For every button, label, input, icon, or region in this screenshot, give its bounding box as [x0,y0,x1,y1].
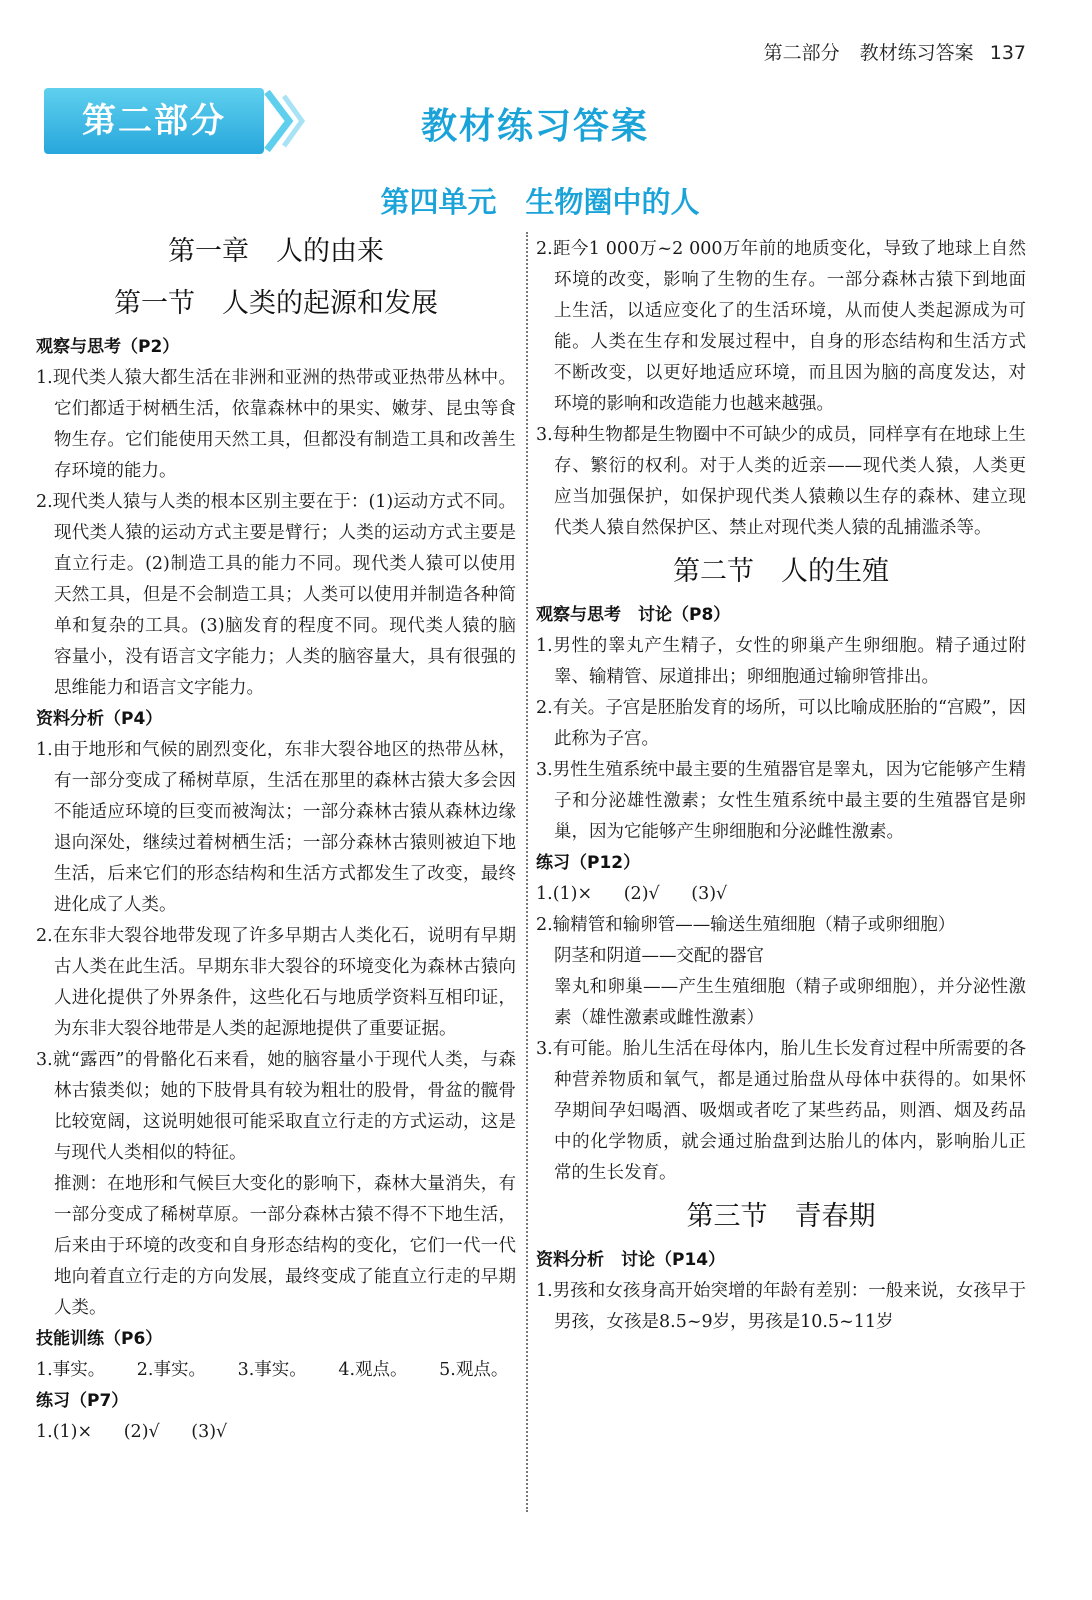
answer-item: 2.距今1 000万~2 000万年前的地质变化，导致了地球上自然环境的改变，影响了生物的生存。一部分森林古猿下到地面上生活，以适应变化了的生活环境，从而使人类起源成为可能。人类在生存和发展过程中，自身的形态结构和生活方式不断改变，以更好地适应环境，而且因为脑的高度发达，对环境的影响和改造能力也越来越强。 [536,239,1026,414]
skill-answers [36,1355,516,1386]
part-title: 教材练习答案 [420,106,649,147]
answer-item: 1.(1)× [536,884,593,904]
answer-item: 2.事实。 [136,1360,206,1380]
section-title: 第二节 人的生殖 [673,556,889,587]
answer-item: 1.事实。 [36,1360,106,1380]
exercise-label: 技能训练（P6） [36,1329,163,1349]
running-head [750,38,1026,65]
exercise-label: 练习（P7） [36,1391,129,1411]
running-head-section: 教材练习答案 [859,42,974,64]
answer-item: 3.每种生物都是生物圈中不可缺少的成员，同样享有在地球上生存、繁衍的权利。对于人类的近亲——现代类人猿，人类更应当加强保护，如保护现代类人猿赖以生存的森林、建立现代类人猿自然保护区、禁止对现代类人猿的乱捕滥杀等。 [536,425,1026,538]
right-column [536,234,1026,1338]
answer-item: 1.由于地形和气候的剧烈变化，东非大裂谷地区的热带丛林，有一部分变成了稀树草原，生活在那里的森林古猿大多会因不能适应环境的巨变而被淘汰；一部分森林古猿从森林边缘退向深处，继续过着树栖生活；一部分森林古猿则被迫下地生活，后来它们的形态结构和生活方式都发生了改变，最终进化成了人类。 [36,740,516,915]
unit-title: 第四单元 生物圈中的人 [380,185,700,219]
answer-item: (3)√ [191,1422,228,1442]
section-title: 第三节 青春期 [686,1201,876,1232]
answer-item: 3.男性生殖系统中最主要的生殖器官是睾丸，因为它能够产生精子和分泌雄性激素；女性生殖系统中最主要的生殖器官是卵巢，因为它能够产生卵细胞和分泌雌性激素。 [536,760,1026,842]
practice-answers [36,1417,516,1448]
answer-item: 3.事实。 [237,1360,307,1380]
left-column [36,228,516,1448]
exercise-label: 资料分析 讨论（P14） [536,1250,726,1270]
answer-item: 1.男孩和女孩身高开始突增的年龄有差别：一般来说，女孩早于男孩，女孩是8.5~9岁，男孩是10.5~11岁 [536,1281,1026,1332]
answer-item: 5.观点。 [439,1360,509,1380]
answer-item: 1.男性的睾丸产生精子，女性的卵巢产生卵细胞。精子通过附睾、输精管、尿道排出；卵细胞通过输卵管排出。 [536,636,1026,687]
answer-item: 阴茎和阴道——交配的器官 [554,946,764,966]
running-head-part: 第二部分 [763,42,840,64]
exercise-label: 练习（P12） [536,853,641,873]
answer-item: 2.在东非大裂谷地带发现了许多早期古人类化石，说明有早期古人类在此生活。早期东非大裂谷的环境变化为森林古猿向人进化提供了外界条件，这些化石与地质学资料互相印证，为东非大裂谷地带是人类的起源地提供了重要证据。 [36,926,516,1039]
chapter-title: 第一章 人的由来 [168,236,384,267]
exercise-label: 资料分析（P4） [36,709,163,729]
practice-answers [536,879,1026,910]
answer-item: 睾丸和卵巢——产生生殖细胞（精子或卵细胞），并分泌性激素（雄性激素或雌性激素） [554,977,1026,1028]
part-banner [44,88,299,154]
answer-item: 4.观点。 [338,1360,408,1380]
answer-item: 3.就“露西”的骨骼化石来看，她的脑容量小于现代人类，与森林古猿类似；她的下肢骨具有较为粗壮的股骨，骨盆的髋骨比较宽阔，这说明她很可能采取直立行走的方式运动，这是与现代人类相似的特征。 [36,1050,516,1163]
exercise-label: 观察与思考（P2） [36,337,180,357]
page-number: 137 [989,42,1026,64]
answer-item: (2)√ [623,884,660,904]
column-divider [526,232,528,1512]
answer-item: (3)√ [691,884,728,904]
answer-item: 1.现代类人猿大都生活在非洲和亚洲的热带或亚热带丛林中。它们都适于树栖生活，依靠森林中的果实、嫩芽、昆虫等食物生存。它们能使用天然工具，但都没有制造工具和改善生存环境的能力。 [36,368,516,481]
part-banner-label: 第二部分 [82,101,226,141]
exercise-label: 观察与思考 讨论（P8） [536,605,731,625]
section-title: 第一节 人类的起源和发展 [114,288,438,319]
answer-item: 2.现代类人猿与人类的根本区别主要在于：(1)运动方式不同。现代类人猿的运动方式主要是臂行；人类的运动方式主要是直立行走。(2)制造工具的能力不同。现代类人猿可以使用天然工具，但是不会制造工具；人类可以使用并制造各种简单和复杂的工具。(3)脑发育的程度不同。现代类人猿的脑容量小，没有语言文字能力；人类的脑容量大，具有很强的思维能力和语言文字能力。 [36,492,516,698]
answer-item: 2.有关。子宫是胚胎发育的场所，可以比喻成胚胎的“宫殿”，因此称为子宫。 [536,698,1026,749]
answer-item: 3.有可能。胎儿生活在母体内，胎儿生长发育过程中所需要的各种营养物质和氧气，都是通过胎盘从母体中获得的。如果怀孕期间孕妇喝酒、吸烟或者吃了某些药品，则酒、烟及药品中的化学物质，就会通过胎盘到达胎儿的体内，影响胎儿正常的生长发育。 [536,1039,1026,1183]
answer-item: 2.输精管和输卵管——输送生殖细胞（精子或卵细胞） [536,915,956,935]
speculation-text: 推测：在地形和气候巨大变化的影响下，森林大量消失，有一部分变成了稀树草原。一部分森林古猿不得不下地生活，后来由于环境的改变和自身形态结构的变化，它们一代一代地向着直立行走的方向发展，最终变成了能直立行走的早期人类。 [54,1174,516,1318]
answer-item: (2)√ [123,1422,160,1442]
answer-item: 1.(1)× [36,1422,93,1442]
